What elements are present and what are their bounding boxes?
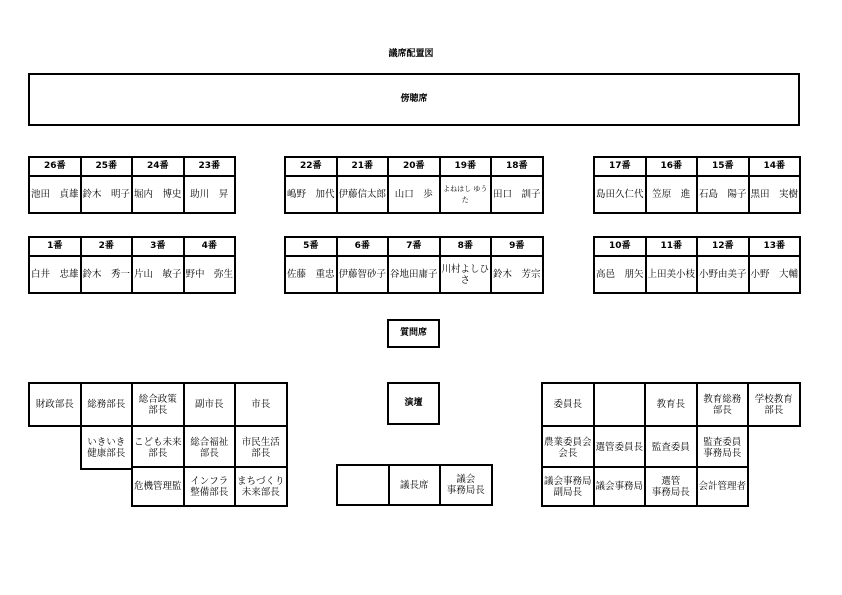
seat-member-name-label: 黒田 実樹	[750, 189, 798, 200]
executive-seat	[28, 382, 82, 427]
seat-member-name	[593, 175, 647, 214]
seat-number-label: 5番	[303, 241, 319, 251]
executive-seat-label: 選管 事務局長	[651, 475, 690, 498]
seat-number-label: 13番	[763, 241, 786, 251]
executive-seat-label: 議会事務局	[595, 481, 643, 492]
seat-member-name	[439, 175, 493, 214]
seat-number-label: 22番	[299, 161, 322, 171]
seat-number	[748, 156, 802, 177]
seat-number	[439, 236, 493, 257]
seat-member-name-label: 嶋野 加代	[286, 189, 335, 200]
seat-number	[490, 156, 544, 177]
seat-number	[131, 156, 185, 177]
seat-member-name	[131, 255, 185, 294]
seat-number	[336, 156, 390, 177]
executive-seat	[696, 382, 750, 427]
executive-seat-label: 市長	[251, 399, 271, 410]
seat-number-label: 26番	[43, 161, 66, 171]
chair-seat	[388, 464, 442, 506]
executive-seat	[234, 382, 288, 427]
seat-number-label: 7番	[406, 241, 422, 251]
executive-seat-label: 農業委員会 会長	[543, 436, 592, 459]
executive-seat	[183, 382, 237, 427]
executive-seat-label: 監査委員	[651, 442, 690, 453]
executive-seat	[541, 466, 595, 507]
executive-seat-label: インフラ 整備部長	[190, 475, 229, 498]
executive-seat-label: 財政部長	[35, 399, 74, 410]
seat-number	[439, 156, 493, 177]
seat-member-name-label: 鈴木 秀一	[82, 269, 130, 280]
chair-seat	[439, 464, 493, 506]
seat-number-label: 25番	[95, 161, 118, 171]
seat-number	[183, 236, 237, 257]
seat-member-name	[336, 175, 390, 214]
seat-member-name-label: 小野由美子	[698, 269, 747, 280]
seat-number-label: 15番	[711, 161, 734, 171]
executive-seat	[183, 466, 237, 507]
seat-number	[593, 236, 647, 257]
executive-seat	[80, 382, 134, 427]
executive-seat-label: 学校教育 部長	[754, 393, 793, 416]
seat-member-name	[28, 175, 82, 214]
seat-number	[80, 156, 134, 177]
executive-seat	[593, 466, 647, 507]
seat-number-label: 19番	[454, 161, 477, 171]
seat-member-name	[80, 175, 134, 214]
seat-member-name	[748, 175, 802, 214]
seat-member-name	[387, 175, 441, 214]
podium	[387, 382, 440, 425]
seat-number-label: 6番	[354, 241, 370, 251]
chair-seat	[336, 464, 390, 506]
seat-number-label: 16番	[660, 161, 683, 171]
executive-seat-label: いきいき 健康部長	[87, 436, 126, 459]
seat-number	[748, 236, 802, 257]
seat-member-name-label: 白井 忠雄	[30, 269, 79, 280]
seat-member-name-label: よねはし ゆうた	[443, 184, 488, 204]
seat-member-name-label: 片山 敏子	[133, 269, 182, 280]
seat-number-label: 9番	[509, 241, 525, 251]
seat-number	[645, 236, 699, 257]
gallery-seat	[28, 73, 800, 126]
seat-member-name	[593, 255, 647, 294]
seat-number-label: 24番	[146, 161, 169, 171]
seat-number-label: 3番	[150, 241, 166, 251]
page-title: 議席配置図	[388, 49, 434, 59]
seat-member-name	[439, 255, 493, 294]
podium-label: 演壇	[404, 398, 423, 408]
executive-seat-label: 教育総務 部長	[703, 393, 742, 416]
executive-seat-label: 委員長	[553, 399, 582, 410]
seat-number-label: 4番	[201, 241, 217, 251]
seat-number	[183, 156, 237, 177]
chair-seat-label: 議長席	[399, 479, 429, 491]
executive-seat-label: 副市長	[194, 399, 224, 410]
executive-seat	[593, 382, 647, 427]
seat-member-name	[696, 255, 750, 294]
seat-member-name-label: 野中 弥生	[185, 269, 233, 280]
seat-member-name	[645, 175, 699, 214]
seat-number	[28, 156, 82, 177]
seat-member-name-label: 鈴木 明子	[82, 189, 130, 200]
executive-seat	[696, 466, 750, 507]
executive-seat-label: こども未来 部長	[133, 436, 182, 459]
seat-number-label: 17番	[608, 161, 631, 171]
seat-number-label: 10番	[608, 241, 631, 251]
seat-member-name	[387, 255, 441, 294]
seat-number	[696, 236, 750, 257]
seat-member-name	[645, 255, 699, 294]
seat-member-name-label: 助川 昇	[190, 189, 229, 200]
seat-member-name-label: 上田美小枝	[647, 269, 695, 280]
seat-number	[490, 236, 544, 257]
seat-number-label: 21番	[351, 161, 374, 171]
chair-seat-label: 議会 事務局長	[446, 474, 485, 496]
executive-seat-label: 市民生活 部長	[241, 436, 280, 459]
executive-seat-label: 選管委員長	[595, 442, 643, 453]
seat-member-name	[490, 255, 544, 294]
seat-member-name-label: 佐藤 重忠	[286, 269, 335, 280]
executive-seat	[234, 466, 288, 507]
seat-member-name	[183, 175, 237, 214]
question-seat	[387, 319, 440, 348]
seat-number-label: 18番	[505, 161, 528, 171]
executive-seat-label: 会計管理者	[698, 481, 746, 492]
executive-seat	[541, 382, 595, 427]
seat-number	[336, 236, 390, 257]
seat-member-name-label: 石島 陽子	[698, 189, 747, 200]
seat-member-name-label: 伊藤信太郎	[338, 189, 386, 200]
seat-member-name-label: 高邑 朋矢	[595, 269, 644, 280]
seat-member-name-label: 小野 大輔	[750, 269, 798, 280]
seat-member-name-label: 堀内 博史	[133, 189, 182, 200]
seat-member-name-label: 田口 訓子	[492, 189, 541, 200]
executive-seat	[747, 382, 801, 427]
executive-seat	[131, 382, 185, 427]
seat-number-label: 23番	[198, 161, 221, 171]
executive-seat-label: 総合政策 部長	[138, 393, 177, 416]
executive-seat	[644, 425, 698, 470]
executive-seat-label: 議会事務局 副局長	[543, 475, 592, 498]
executive-seat-label: 監査委員 事務局長	[703, 436, 742, 459]
seat-number	[387, 236, 441, 257]
gallery-label: 傍聴席	[400, 94, 428, 104]
seat-member-name-label: 笠原 進	[652, 189, 691, 200]
executive-seat	[131, 425, 185, 470]
executive-seat	[80, 425, 134, 470]
seat-member-name-label: 池田 貞雄	[30, 189, 79, 200]
seat-member-name	[28, 255, 82, 294]
seat-member-name	[490, 175, 544, 214]
executive-seat-label: 教育長	[656, 399, 685, 410]
seat-number-label: 1番	[47, 241, 63, 251]
seat-member-name	[183, 255, 237, 294]
seat-number-label: 2番	[98, 241, 114, 251]
seat-member-name	[284, 255, 338, 294]
executive-seat-label: 危機管理監	[133, 481, 182, 492]
seat-member-name-label: 山口 歩	[394, 189, 433, 200]
seat-number	[131, 236, 185, 257]
seat-member-name-label: 伊藤智砂子	[338, 269, 386, 280]
seat-number-label: 12番	[711, 241, 734, 251]
executive-seat	[644, 382, 698, 427]
seat-member-name	[336, 255, 390, 294]
seat-number-label: 14番	[763, 161, 786, 171]
executive-seat	[131, 466, 185, 507]
seat-member-name-label: 鈴木 芳宗	[492, 269, 541, 280]
seat-member-name-label: 川村よしひさ	[441, 263, 489, 286]
seat-member-name	[131, 175, 185, 214]
seat-number	[696, 156, 750, 177]
executive-seat	[696, 425, 750, 470]
executive-seat	[541, 425, 595, 470]
seat-number	[645, 156, 699, 177]
seat-number	[593, 156, 647, 177]
seat-member-name-label: 谷地田庸子	[389, 269, 438, 280]
executive-seat	[593, 425, 647, 470]
seat-number	[284, 156, 338, 177]
seat-number	[80, 236, 134, 257]
executive-seat-label: 総合福祉 部長	[190, 436, 229, 459]
executive-seat	[644, 466, 698, 507]
executive-seat-label: 総務部長	[87, 399, 126, 410]
executive-seat	[234, 425, 288, 470]
seat-number	[28, 236, 82, 257]
seat-number	[284, 236, 338, 257]
seat-member-name-label: 島田久仁代	[595, 189, 644, 200]
seat-number-label: 20番	[402, 161, 425, 171]
question-seat-label: 質問席	[399, 328, 427, 338]
seat-member-name	[748, 255, 802, 294]
executive-seat-label: まちづくり 未来部長	[237, 475, 285, 498]
seat-member-name	[284, 175, 338, 214]
seat-number	[387, 156, 441, 177]
seat-member-name	[696, 175, 750, 214]
executive-seat	[183, 425, 237, 470]
seat-member-name	[80, 255, 134, 294]
seat-number-label: 11番	[660, 241, 683, 251]
seat-number-label: 8番	[457, 241, 473, 251]
